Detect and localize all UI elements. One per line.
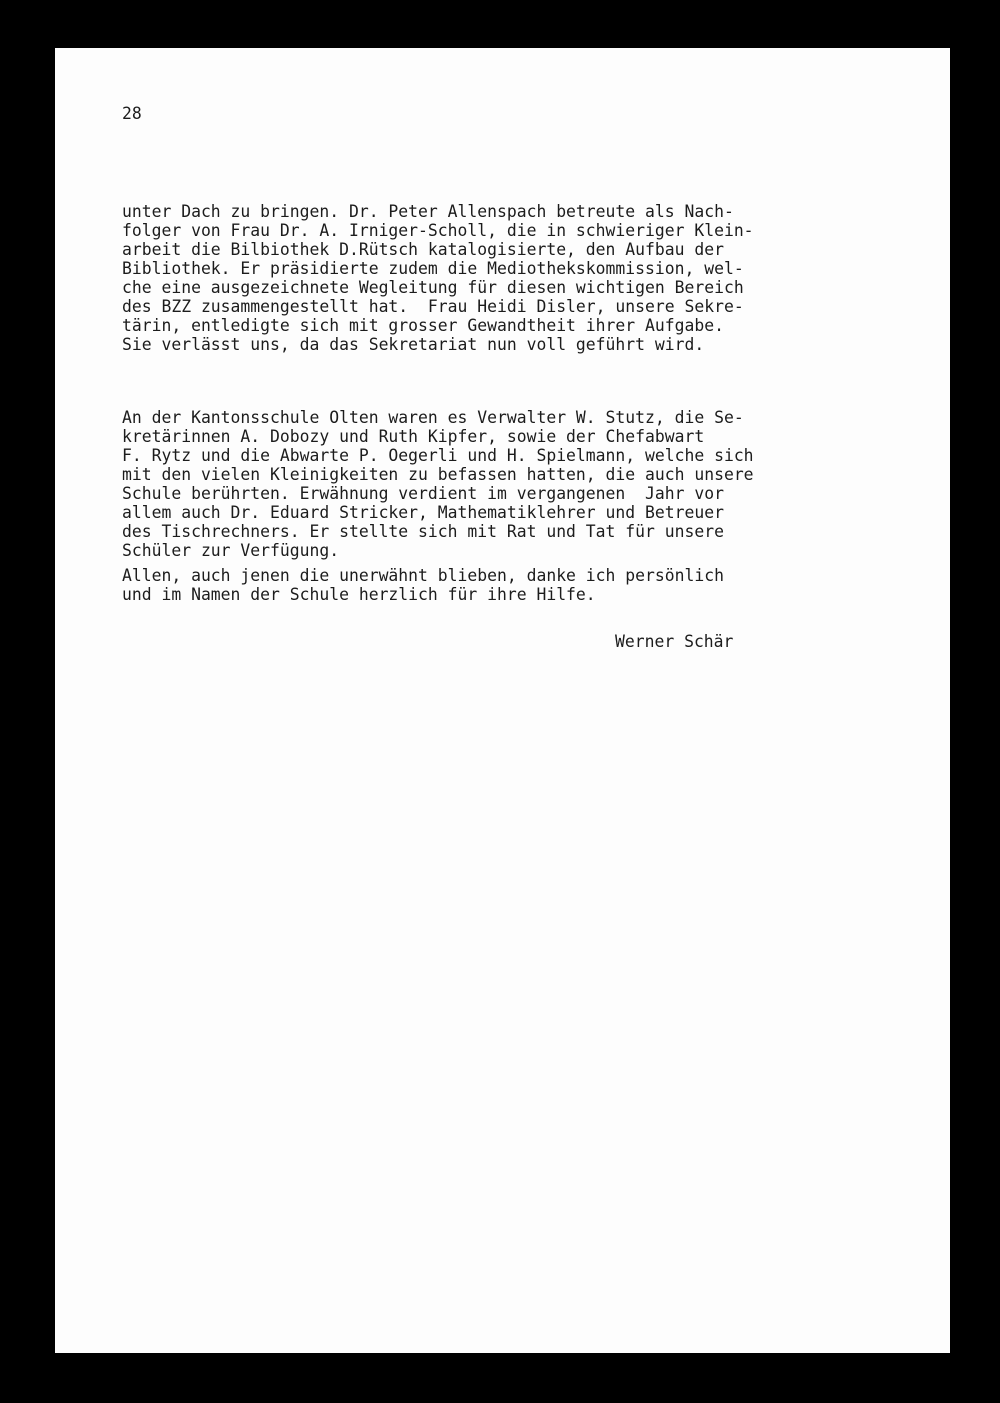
signature: Werner Schär [615,632,734,651]
paragraph-3 [122,566,724,604]
page-number: 28 [122,104,142,123]
text-line: kretärinnen A. Dobozy und Ruth Kipfer, sowie der Chefabwart [122,427,705,446]
text-line: che eine ausgezeichnete Wegleitung für diesen wichtigen Bereich [122,278,744,297]
text-line: und im Namen der Schule herzlich für ihre Hilfe. [122,585,596,604]
text-line: Sie verlässt uns, da das Sekretariat nun voll geführt wird. [122,335,705,354]
text-line: F. Rytz und die Abwarte P. Oegerli und H. Spielmann, welche sich [122,446,754,465]
text-line: tärin, entledigte sich mit grosser Gewandtheit ihrer Aufgabe. [122,316,724,335]
text-line: An der Kantonsschule Olten waren es Verwalter W. Stutz, die Se- [122,408,744,427]
paragraph-1 [122,202,754,354]
text-line: Allen, auch jenen die unerwähnt blieben, danke ich persönlich [122,566,724,585]
text-line: Bibliothek. Er präsidierte zudem die Mediothekskommission, wel- [122,259,744,278]
text-line: folger von Frau Dr. A. Irniger-Scholl, die in schwieriger Klein- [122,221,754,240]
text-line: des Tischrechners. Er stellte sich mit Rat und Tat für unsere [122,522,724,541]
text-line: mit den vielen Kleinigkeiten zu befassen hatten, die auch unsere [122,465,754,484]
text-line: des BZZ zusammengestellt hat. Frau Heidi Disler, unsere Sekre- [122,297,744,316]
text-line: allem auch Dr. Eduard Stricker, Mathematiklehrer und Betreuer [122,503,724,522]
text-line: unter Dach zu bringen. Dr. Peter Allenspach betreute als Nach- [122,202,734,221]
paragraph-2 [122,408,754,560]
text-line: Schule berührten. Erwähnung verdient im vergangenen Jahr vor [122,484,724,503]
text-line: Schüler zur Verfügung. [122,541,340,560]
text-line: arbeit die Bilbiothek D.Rütsch katalogisierte, den Aufbau der [122,240,724,259]
paper-sheet [55,48,950,1353]
